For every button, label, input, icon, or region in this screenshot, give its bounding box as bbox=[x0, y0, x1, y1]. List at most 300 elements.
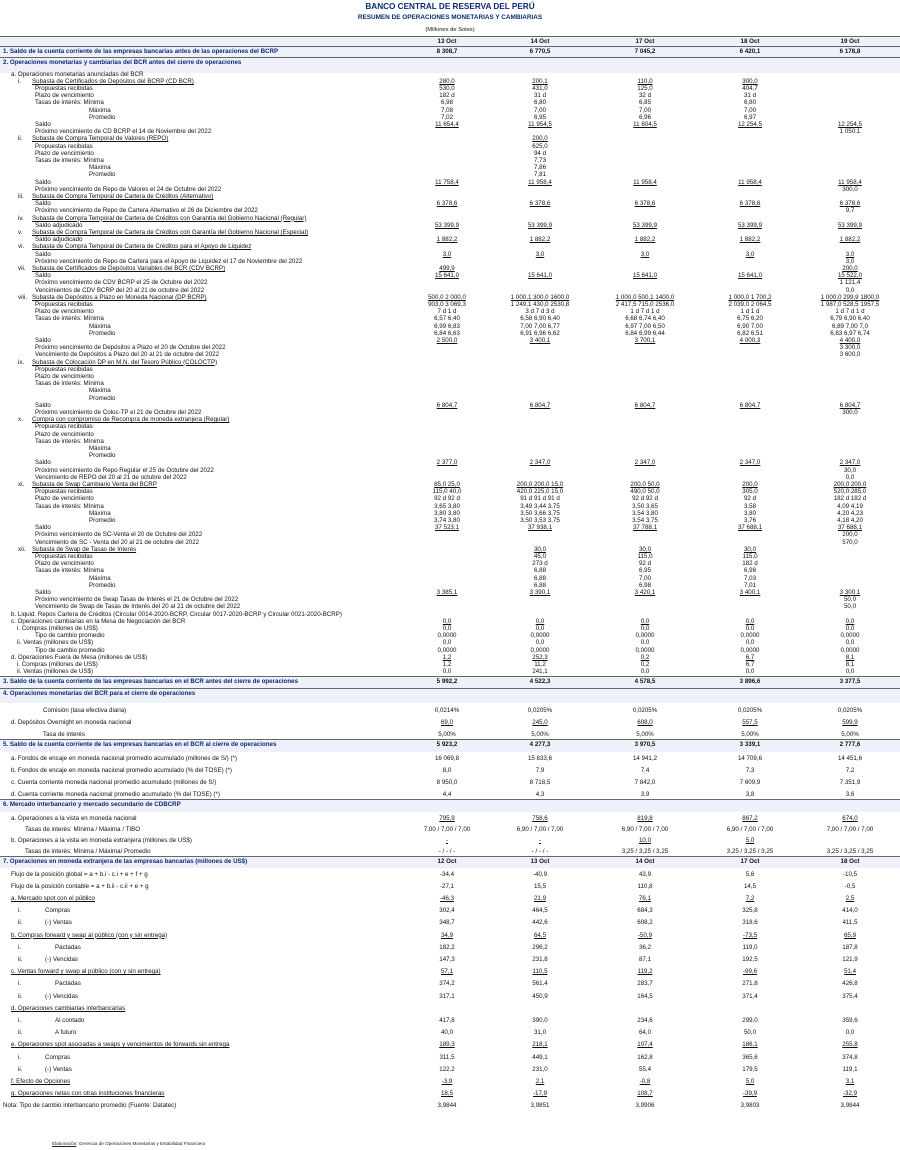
cell-col-1: 5,00% bbox=[438, 731, 456, 739]
cell-col-3: 7 842,0 bbox=[634, 779, 656, 786]
cell-col-4: 4 000,3 bbox=[739, 337, 761, 344]
cell-col-2: 561,4 bbox=[532, 980, 548, 988]
cell-col-3: 7 045,2 bbox=[634, 48, 656, 56]
cell-col-2: 7,00 7,00 6,77 bbox=[520, 322, 560, 330]
cell-col-5: 6,89 7,00 7,0 bbox=[831, 322, 869, 330]
cell-col-5: 3,1 bbox=[845, 1078, 855, 1085]
cell-col-1: 6 804,7 bbox=[436, 401, 458, 409]
table-row bbox=[0, 576, 900, 583]
table-row bbox=[0, 1001, 900, 1013]
row-numeral: xii. bbox=[18, 545, 26, 553]
cell-col-5: 50,0 bbox=[843, 603, 857, 611]
cell-col-3: 6,98 bbox=[638, 581, 652, 589]
cell-col-2: 15 641,0 bbox=[527, 272, 553, 280]
cell-col-5: 7,2 bbox=[845, 766, 855, 774]
cell-col-5: 0,0000 bbox=[840, 646, 860, 654]
cell-col-3: 3,50 3,65 bbox=[632, 502, 658, 510]
row-label: Máxima bbox=[89, 387, 111, 395]
cell-col-1: 0,0 bbox=[442, 668, 452, 676]
cell-col-2: 200,0 200,0 15,0 bbox=[516, 481, 564, 488]
cell-col-2: 31 d bbox=[533, 92, 547, 100]
cell-col-5: 30,0 bbox=[843, 466, 857, 474]
cell-col-2: 6,90 / 7,00 / 7,00 bbox=[516, 825, 564, 833]
cell-col-3: 0,0000 bbox=[635, 646, 655, 654]
cell-col-5: 1 000,0 299,9 1800,0 bbox=[820, 293, 880, 301]
cell-col-3: 6 378,6 bbox=[634, 200, 656, 208]
cell-col-2: 64,5 bbox=[533, 931, 547, 939]
cell-col-2: 6,58 6,90 6,40 bbox=[520, 315, 560, 323]
cell-col-3: 11 958,4 bbox=[633, 178, 657, 186]
row-label: g. Operaciones netas con otras instituciones financieras bbox=[11, 1090, 165, 1098]
cell-col-3: 0,0 bbox=[640, 625, 650, 632]
cell-col-4: 37 688,1 bbox=[737, 524, 763, 532]
row-label: Próximo vencimiento de Swap Tasas de Interés el 21 de Octubre del 2022 bbox=[35, 596, 239, 604]
row-label: e. Operaciones spot asociadas a swaps y vencimientos de forwards sin entrega bbox=[11, 1041, 230, 1049]
cell-col-5: 414,0 bbox=[842, 907, 858, 915]
cell-col-5: 53 399,9 bbox=[837, 221, 863, 229]
row-label: Propuestas recibidas bbox=[35, 423, 93, 431]
cell-col-4: 0,0 bbox=[745, 668, 755, 676]
table-row bbox=[0, 845, 900, 856]
cell-col-2: 0,0000 bbox=[530, 632, 550, 640]
cell-col-4: 30,0 bbox=[743, 545, 757, 553]
cell-col-5: 6 378,6 bbox=[839, 200, 861, 208]
cell-col-4: 3,58 bbox=[743, 502, 757, 510]
cell-col-1: 115,0 40,0 bbox=[432, 488, 462, 496]
cell-col-3: 115,0 bbox=[637, 553, 653, 560]
cell-col-2: 1 882,2 bbox=[529, 236, 551, 244]
cell-col-5: 3,6 bbox=[845, 791, 855, 799]
cell-col-4: 2 347,0 bbox=[739, 459, 761, 467]
row-label: b. Operaciones a la vista en moneda extranjera (millones de US$) bbox=[11, 837, 192, 844]
row-label: 7. Operaciones en moneda extranjera de las empresas bancarias (millones de US$) bbox=[3, 858, 248, 866]
cell-col-5: 6,79 6,90 6,40 bbox=[830, 315, 870, 323]
table-row bbox=[0, 715, 900, 727]
cell-col-3: 107,4 bbox=[637, 1041, 653, 1049]
cell-col-5: 0,0 bbox=[845, 473, 855, 481]
cell-col-1: 69,0 bbox=[440, 719, 454, 726]
row-label: Plazo de vencimiento bbox=[35, 373, 94, 380]
cell-col-3: -0,8 bbox=[639, 1078, 651, 1085]
table-row bbox=[0, 915, 900, 927]
table-row bbox=[0, 775, 900, 787]
cell-col-5: 1 121,4 bbox=[839, 279, 861, 287]
cell-col-2: 200,1 bbox=[532, 77, 548, 85]
cell-col-1: -27,1 bbox=[439, 882, 455, 890]
row-label: Próximo vencimiento de CD BCRP el 14 de Noviembre del 2022 bbox=[35, 128, 212, 136]
cell-col-1: 92 d 92 d bbox=[434, 495, 460, 503]
table-row bbox=[0, 381, 900, 388]
cell-col-4: 3,25 / 3,25 / 3,25 bbox=[726, 848, 774, 856]
cell-col-4: 200,0 bbox=[742, 481, 758, 488]
row-label: Máxima bbox=[89, 322, 111, 330]
row-numeral: iii. bbox=[18, 193, 24, 200]
cell-col-2: 110,5 bbox=[532, 968, 548, 976]
report-title: BANCO CENTRAL DE RESERVA DEL PERÚ bbox=[365, 2, 535, 11]
row-label: A futuro bbox=[55, 1029, 77, 1037]
row-label: 3. Saldo de la cuenta corriente de las empresas bancarias en el BCR antes del cierre de operaciones bbox=[3, 678, 299, 686]
cell-col-3: 14 941,2 bbox=[632, 754, 658, 762]
cell-col-5: 0,0 bbox=[845, 668, 855, 676]
cell-col-2: 3 d 7 d 3 d bbox=[525, 308, 555, 316]
cell-col-1: 6,84 6,63 bbox=[434, 329, 460, 337]
row-numeral: i. bbox=[18, 943, 22, 951]
row-numeral: ii. bbox=[18, 919, 23, 927]
cell-col-5: 50,0 bbox=[843, 596, 857, 604]
cell-col-5: 187,8 bbox=[842, 943, 858, 951]
cell-col-4: 6,98 bbox=[743, 567, 757, 575]
cell-col-4: 31 d bbox=[743, 92, 757, 100]
cell-col-4: -99,6 bbox=[742, 968, 758, 976]
row-numeral: vii. bbox=[18, 265, 26, 272]
table-row bbox=[0, 136, 900, 143]
cell-col-4: 5,0 bbox=[745, 837, 755, 844]
cell-col-4: 0,0 bbox=[745, 617, 755, 625]
row-label: Promedio bbox=[89, 581, 116, 589]
cell-col-3: 6,95 bbox=[638, 567, 652, 575]
row-label: Saldo bbox=[35, 200, 51, 208]
cell-col-2: 231,8 bbox=[532, 956, 548, 963]
cell-col-1: 1,2 bbox=[442, 661, 452, 668]
cell-col-4: 299,0 bbox=[742, 1017, 758, 1024]
cell-col-3: 0,0 bbox=[640, 639, 650, 647]
row-label: Próximo vencimiento de Depósitos a Plazo el 20 de Octubre del 2022 bbox=[35, 344, 226, 352]
cell-col-1: 1,2 bbox=[442, 653, 452, 661]
row-label: Tasas de interés: Mínima / Máxima/ Promedio bbox=[25, 848, 151, 856]
row-label: (-) Ventas bbox=[45, 1065, 72, 1073]
cell-col-5: 6,83 6,97 6,74 bbox=[830, 329, 870, 337]
cell-col-5: 200,0 bbox=[842, 531, 858, 539]
cell-col-2: 3 400,1 bbox=[529, 337, 551, 344]
cell-col-2: 21,9 bbox=[533, 895, 547, 902]
cell-col-1: 3,0 bbox=[442, 250, 452, 258]
cell-col-5: 1 d 7 d 1 d bbox=[835, 308, 865, 316]
cell-col-5: 375,4 bbox=[842, 992, 858, 1000]
cell-col-2: 6,88 bbox=[533, 574, 547, 582]
row-label: Compras bbox=[45, 1053, 71, 1061]
table-row bbox=[0, 1074, 900, 1086]
cell-col-3: 0,2 bbox=[640, 661, 650, 668]
row-label: Subasta de Compra Temporal de Cartera de Créditos con Garantía del Gobierno Nacional (Regular) bbox=[32, 214, 307, 222]
cell-col-3: 7,00 bbox=[638, 574, 652, 582]
row-label: a. Operaciones a la vista en moneda nacional bbox=[11, 814, 137, 822]
row-label: i. Compras (millones de US$) bbox=[17, 661, 98, 668]
cell-col-3: 125,0 bbox=[637, 85, 653, 92]
cell-col-3: 36,2 bbox=[638, 943, 652, 951]
cell-col-4: 6 420,1 bbox=[739, 48, 761, 56]
cell-col-5: 4,20 4,23 bbox=[837, 509, 863, 517]
table-row bbox=[0, 702, 900, 715]
cell-col-4: 7 609,9 bbox=[739, 779, 761, 786]
row-label: Tipo de cambio promedio bbox=[35, 632, 105, 640]
cell-col-1: 40,0 bbox=[440, 1029, 454, 1037]
cell-col-3: 64,0 bbox=[638, 1029, 652, 1037]
cell-col-3: 0,0205% bbox=[632, 706, 658, 714]
cell-col-5: 4,09 4,19 bbox=[837, 502, 863, 510]
table-row bbox=[0, 976, 900, 988]
cell-col-3: 4 578,5 bbox=[634, 678, 656, 686]
cell-col-4: 0,0 bbox=[745, 625, 755, 632]
cell-col-5: 3,0 bbox=[845, 257, 855, 265]
table-row bbox=[0, 952, 900, 964]
cell-col-4: 6,97 bbox=[743, 113, 757, 121]
cell-col-4: 15 641,0 bbox=[737, 272, 763, 280]
cell-col-2: 3,49 3,44 3,75 bbox=[520, 502, 560, 510]
row-label: Promedio bbox=[89, 329, 116, 337]
row-label: Subasta de Colocación DP en M.N. del Tesoro Público (COLOCTP) bbox=[32, 358, 218, 366]
row-label: 4. Operaciones monetarias del BCR para el cierre de operaciones bbox=[3, 689, 196, 697]
cell-col-5: 3 300,1 bbox=[839, 589, 861, 596]
row-label: Saldo bbox=[35, 524, 51, 532]
row-label: ii. Ventas (millones de US$) bbox=[17, 668, 94, 676]
cell-col-5: 8,1 bbox=[845, 653, 855, 661]
table-row bbox=[0, 940, 900, 952]
cell-col-5: 520,0 285,0 bbox=[833, 488, 867, 496]
row-label: Flujo de la posición global = a + b.i - c.i + e + f + g bbox=[11, 870, 148, 878]
cell-col-1: 7,08 bbox=[440, 106, 454, 114]
table-row bbox=[0, 1062, 900, 1074]
cell-col-3: 15 641,0 bbox=[632, 272, 658, 280]
cell-col-1: 795,9 bbox=[439, 814, 455, 822]
table-row bbox=[0, 989, 900, 1001]
cell-col-4: 6 378,6 bbox=[739, 200, 761, 208]
cell-col-1: 374,2 bbox=[439, 980, 455, 988]
cell-col-5: 11 958,4 bbox=[838, 178, 862, 186]
table-row bbox=[0, 903, 900, 915]
row-label: Vencimiento de Swap de Tasas de Interés del 20 al 21 de octubre del 2022 bbox=[35, 603, 241, 611]
row-label: d. Cuenta corriente moneda nacional promedio acumulado (% del TOSE) (*) bbox=[11, 791, 220, 799]
cell-col-3: 234,6 bbox=[637, 1017, 653, 1024]
cell-col-4: 5,6 bbox=[745, 870, 755, 878]
cell-col-1: 8,0 bbox=[442, 766, 452, 774]
table-row bbox=[0, 388, 900, 395]
cell-col-1: 2 500,0 bbox=[436, 337, 458, 344]
cell-col-2: - / - / - bbox=[531, 848, 549, 856]
cell-col-3: 819,8 bbox=[637, 814, 653, 822]
row-label: c. Cuenta corriente moneda nacional promedio acumulado (millones de S/) bbox=[11, 779, 217, 786]
row-label: Saldo bbox=[35, 459, 51, 467]
cell-col-2: 296,2 bbox=[532, 943, 548, 951]
row-label: Promedio bbox=[89, 113, 116, 121]
cell-col-4: 271,8 bbox=[742, 980, 758, 988]
cell-col-1: 0,0000 bbox=[437, 646, 457, 654]
cell-col-3: 92 d 92 d bbox=[632, 495, 658, 503]
cell-col-4: 371,4 bbox=[742, 992, 758, 1000]
cell-col-3: 164,5 bbox=[637, 992, 653, 1000]
cell-col-4: 3,76 bbox=[743, 517, 757, 524]
cell-col-5: 255,8 bbox=[842, 1041, 858, 1049]
row-label: b. Liquid. Repos Cartera de Créditos (Circular 0014-2020-BCRP, Circular 0017-2020-BCRP y Circular 0021-2020-BCRP) bbox=[11, 610, 342, 618]
row-label: Próximo vencimiento de SC-Venta el 20 de Octubre del 2022 bbox=[35, 531, 203, 539]
footer-label: Elaboración bbox=[52, 1141, 77, 1146]
cell-col-5: 0,0205% bbox=[837, 706, 863, 714]
cell-col-5: 15 522,0 bbox=[837, 272, 863, 280]
cell-col-2: 7,00 bbox=[533, 106, 547, 114]
cell-col-1: 37 523,1 bbox=[434, 524, 460, 532]
cell-col-3: 7,4 bbox=[640, 766, 650, 774]
footer-text: : Gerencia de Operaciones Monetarias y Estabilidad Financiera bbox=[76, 1141, 206, 1146]
cell-col-1: - / - / - bbox=[438, 848, 456, 856]
row-label: Próximo vencimiento de Repo de Cartera Alternativo el 26 de Diciembre del 2022 bbox=[35, 207, 258, 215]
row-numeral: ii. bbox=[18, 1065, 23, 1073]
cell-col-4: 0,0000 bbox=[740, 646, 760, 654]
cell-col-3: 490,0 50,0 bbox=[630, 488, 660, 496]
cell-col-3: 3,54 3,80 bbox=[632, 509, 658, 517]
cell-col-2: 7,81 bbox=[533, 171, 547, 179]
cell-col-4: 7,2 bbox=[745, 895, 755, 902]
cell-col-1: 2 377,0 bbox=[436, 459, 458, 467]
cell-col-1: 85,0 25,0 bbox=[434, 481, 460, 488]
row-label: Promedio bbox=[89, 171, 116, 179]
table-row bbox=[0, 144, 900, 151]
cell-col-3: 684,3 bbox=[637, 907, 653, 915]
cell-col-3: 608,0 bbox=[637, 719, 653, 726]
row-label: Subasta de Compra Temporal de Cartera de Créditos (Alternativo) bbox=[32, 193, 214, 200]
cell-col-4: 557,5 bbox=[742, 719, 758, 726]
row-numeral: i. bbox=[18, 1017, 22, 1024]
cell-col-2: 6,91 6,96 6,62 bbox=[520, 329, 560, 337]
cell-col-2: 252,3 bbox=[532, 653, 548, 661]
cell-col-2: -17,9 bbox=[532, 1090, 548, 1098]
row-label: Tasas de interés: Mínima bbox=[35, 99, 104, 107]
cell-col-5: 3,9844 bbox=[840, 1102, 860, 1110]
cell-col-1: 13 Oct bbox=[437, 38, 457, 45]
cell-col-4: -73,5 bbox=[742, 931, 758, 939]
cell-col-3: 6,85 bbox=[638, 99, 652, 107]
cell-col-3: 2 347,0 bbox=[634, 459, 656, 467]
cell-col-3: 3,9 bbox=[640, 791, 650, 799]
cell-col-5: 6 804,7 bbox=[839, 401, 861, 409]
row-label: Saldo bbox=[35, 337, 51, 344]
cell-col-5: 182 d 182 d bbox=[833, 495, 867, 503]
table-row bbox=[0, 1050, 900, 1062]
cell-col-1: 3 385,1 bbox=[436, 589, 458, 596]
cell-col-5: 3 377,5 bbox=[839, 678, 861, 686]
row-label: Máxima bbox=[89, 574, 111, 582]
table-row bbox=[0, 432, 900, 439]
row-label: b. Fondos de encaje en moneda nacional promedio acumulado (% del TOSE) (*) bbox=[11, 766, 232, 774]
cell-col-4: 179,5 bbox=[742, 1065, 758, 1073]
cell-col-1: 0,0 bbox=[442, 639, 452, 647]
cell-col-3: 37 788,1 bbox=[632, 524, 658, 532]
cell-col-2: 442,6 bbox=[532, 919, 548, 927]
cell-col-4: 2 039,0 2 064,5 bbox=[728, 301, 772, 308]
row-numeral: vi. bbox=[18, 243, 25, 251]
cell-col-2: 13 Oct bbox=[530, 858, 550, 866]
cell-col-1: 11 758,4 bbox=[435, 178, 459, 186]
table-row bbox=[0, 823, 900, 834]
row-label: Plazo de vencimiento bbox=[35, 149, 94, 157]
cell-col-2: - bbox=[538, 837, 542, 844]
cell-col-3: 11 804,5 bbox=[633, 121, 657, 128]
cell-col-1: 311,5 bbox=[439, 1053, 455, 1061]
cell-col-1: 6,57 6,40 bbox=[434, 315, 460, 323]
table-row bbox=[0, 417, 900, 424]
cell-col-1: 0,0 bbox=[442, 625, 452, 632]
cell-col-5: 426,8 bbox=[842, 980, 858, 988]
cell-col-5: 119,1 bbox=[842, 1065, 858, 1073]
row-label: Saldo bbox=[35, 178, 51, 186]
cell-col-2: 6 770,5 bbox=[529, 48, 551, 56]
cell-col-2: 8 718,5 bbox=[529, 779, 551, 786]
cell-col-4: 404,7 bbox=[742, 85, 758, 92]
cell-col-2: 45,0 bbox=[533, 553, 547, 560]
cell-col-5: 7 351,9 bbox=[839, 779, 861, 786]
table-row bbox=[0, 1086, 900, 1098]
row-label: Subasta de Swap Cambiario Venta del BCRP bbox=[32, 481, 157, 488]
table-row bbox=[0, 554, 900, 561]
cell-col-5: 2 347,0 bbox=[839, 459, 861, 467]
cell-col-2: 420,0 225,0 15,0 bbox=[516, 488, 564, 496]
footer-note bbox=[52, 1141, 205, 1146]
cell-col-4: 6,80 bbox=[743, 99, 757, 107]
cell-col-5: 0,0000 bbox=[840, 632, 860, 640]
cell-col-3: 5,00% bbox=[636, 731, 654, 739]
cell-col-3: 30,0 bbox=[638, 545, 652, 553]
table-row bbox=[0, 374, 900, 381]
cell-col-4: 6,82 6,51 bbox=[737, 329, 763, 337]
table-row bbox=[0, 669, 900, 676]
row-label: Subasta de Compra Temporal de Cartera de Créditos con Garantía del Gobierno Nacional (Especial) bbox=[32, 229, 309, 236]
cell-col-1: 6,99 6,83 bbox=[434, 322, 460, 330]
cell-col-4: 1 000,0 1 700,2 bbox=[728, 293, 772, 301]
cell-col-5: 12 254,5 bbox=[837, 121, 863, 128]
cell-col-5: 7,00 / 7,00 / 7,00 bbox=[826, 825, 874, 833]
cell-col-4: 300,0 bbox=[742, 77, 758, 85]
row-numeral: ii. bbox=[18, 1029, 23, 1037]
cell-col-4: 18 Oct bbox=[740, 38, 760, 45]
row-label: Compra con compromiso de Recompra de moneda extranjera (Regular) bbox=[32, 416, 230, 424]
cell-col-5: 2 777,6 bbox=[839, 741, 861, 749]
cell-col-2: 3,50 3,53 3,75 bbox=[520, 517, 560, 524]
cell-col-1: 3,65 3,80 bbox=[434, 502, 460, 510]
row-label: Tasas de interés: Mínima bbox=[35, 437, 104, 445]
cell-col-2: 7,9 bbox=[535, 766, 545, 774]
row-label: Próximo vencimiento de Repo de Valores el 24 de Octubre del 2022 bbox=[35, 185, 222, 193]
cell-col-4: 11 958,4 bbox=[738, 178, 762, 186]
cell-col-5: 374,8 bbox=[842, 1053, 858, 1061]
row-label: Saldo bbox=[35, 401, 51, 409]
row-label: 1. Saldo de la cuenta corriente de las empresas bancarias antes de las operaciones del BCRP bbox=[3, 48, 279, 56]
cell-col-4: 325,8 bbox=[742, 907, 758, 915]
table-row bbox=[0, 879, 900, 891]
cell-col-3: 53 399,9 bbox=[632, 221, 658, 229]
cell-col-3: 1 882,2 bbox=[634, 236, 656, 244]
cell-col-1: 7,00 / 7,00 / 7,00 bbox=[423, 825, 471, 833]
cell-col-1: 7,02 bbox=[440, 113, 454, 121]
cell-col-2: -40,9 bbox=[532, 870, 548, 878]
cell-col-3: 14 Oct bbox=[635, 858, 655, 866]
cell-col-4: 305,0 bbox=[742, 488, 758, 496]
cell-col-2: 3,50 3,66 3,75 bbox=[520, 509, 560, 517]
cell-col-1: 3,9844 bbox=[437, 1102, 457, 1110]
cell-col-4: 119,0 bbox=[742, 943, 758, 951]
cell-col-2: 218,1 bbox=[532, 1041, 548, 1049]
row-numeral: viii. bbox=[18, 293, 27, 301]
row-label: Vencimiento de SC - Venta del 20 al 21 de octubre del 2022 bbox=[35, 538, 200, 546]
row-label: Comisión (tasa efectiva diaria) bbox=[43, 706, 127, 714]
row-label: Tasas de interés: Mínima bbox=[35, 567, 104, 575]
row-label: (-) Vencidas bbox=[45, 956, 79, 963]
table-row bbox=[0, 367, 900, 374]
cell-col-5: -32,9 bbox=[842, 1090, 858, 1098]
cell-col-4: 12 254,5 bbox=[737, 121, 763, 128]
cell-col-2: 11 954,5 bbox=[528, 121, 552, 128]
cell-col-2: 31,0 bbox=[533, 1029, 547, 1037]
row-label: Próximo vencimiento de Repo Regular el 25 de Octubre del 2022 bbox=[35, 466, 214, 474]
cell-col-3: 1 000,0 500,1 1400,0 bbox=[615, 293, 675, 301]
cell-col-5: 8,1 bbox=[845, 661, 855, 668]
